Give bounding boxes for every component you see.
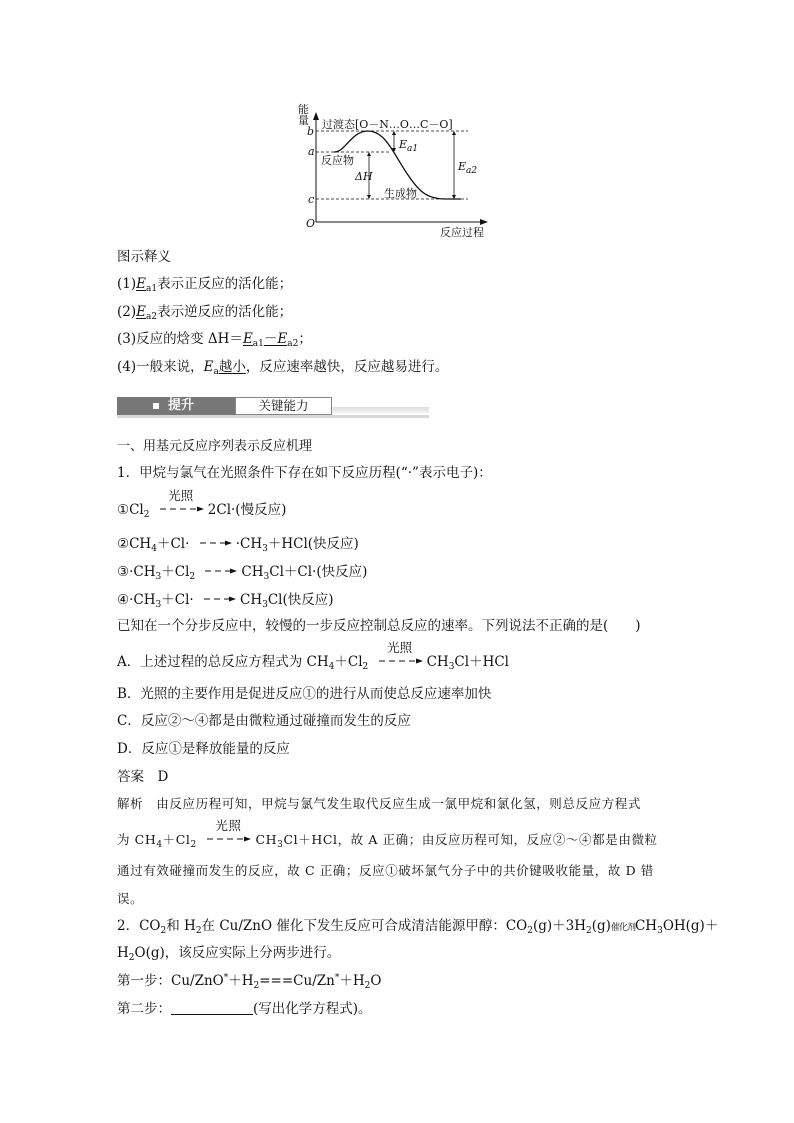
section-title: 一、用基元反应序列表示反应机理 — [117, 439, 313, 454]
answer-blank[interactable] — [171, 1001, 253, 1015]
q1-analysis-line-4: 误。 — [117, 891, 144, 906]
x-axis-label: 反应过程 — [440, 226, 484, 239]
q2-step-2: 第二步： (写出化学方程式)。 — [117, 1001, 372, 1017]
explanation-item-3: (3)反应的焓变 $\Delta H=E_{a1}-E_{a2}$； — [117, 331, 312, 349]
q1-option-b: B．光照的主要作用是促进反应①的进行从而使总反应速率加快 — [117, 686, 492, 702]
ea2-label: $E_{a2}$ — [458, 160, 478, 176]
q1-answer: 答案 D — [117, 769, 169, 785]
q1-option-a: A．上述过程的总反应方程式为 $CH_4+Cl_2$ 光照 $CH_3Cl+HCl$ — [117, 640, 509, 672]
q1-analysis-line-3: 通过有效碰撞而发生的反应，故 C 正确；反应①破坏氯气分子中的共价键吸收能量，故 D 错 — [117, 863, 654, 878]
explanation-item-2: $(2)E_{a2}$表示逆反应的活化能； — [117, 304, 293, 322]
q1-analysis-line-1: 解析 由反应历程可知，甲烷与氯气发生取代反应生成一氯甲烷和氯化氢，则总反应方程式 — [117, 796, 642, 811]
light-arrow: 光照 — [158, 500, 204, 516]
q1-known: 已知在一个分步反应中，较慢的一步反应控制总反应的速率。下列说法不正确的是( ) — [117, 618, 641, 634]
reactants-label: 反应物 — [321, 154, 354, 167]
level-a-label: a — [308, 145, 315, 158]
q2-line-1: 2．$CO_2$和 $H_2$在 Cu/ZnO 催化下发生反应可合成清洁能源甲醇：$CO_2(g)+3H_2(g)$催化剂$CH_3OH(g)+$ — [117, 918, 719, 936]
light-arrow: 光照 — [377, 652, 423, 668]
delta-h-label: ΔH — [355, 170, 373, 183]
light-arrow: 光照 — [205, 830, 251, 846]
q1-reaction-3: $③\cdot CH_3+Cl_2$ $CH_3Cl+Cl\cdot$(快反应) — [117, 564, 368, 582]
products-label: 生成物 — [384, 187, 417, 200]
level-b-label: b — [307, 125, 315, 138]
q1-option-d: D．反应①是释放能量的反应 — [117, 741, 290, 757]
q1-reaction-2: $②CH_4+Cl\cdot$ $\cdot CH_3+HCl$(快反应) — [117, 536, 359, 554]
explanation-item-1: $(1)E_{a1}$表示正反应的活化能； — [117, 276, 293, 294]
q2-line-2: $H_2O(g)$，该反应实际上分两步进行。 — [117, 945, 341, 963]
origin-label: O — [306, 217, 316, 230]
q1-analysis-line-2: 为 $CH_4+Cl_2$ 光照 $CH_3Cl+HCl$，故 A 正确；由反应历程可知，反应②～④都是由微粒 — [117, 818, 658, 850]
level-c-label: c — [308, 193, 315, 206]
banner-light-tab: 关键能力 — [235, 397, 332, 415]
transition-state-label: 过渡态[O－N…O…C－O] — [322, 118, 453, 131]
q1-reaction-4: $④\cdot CH_3+Cl\cdot$ $CH_3Cl$(快反应) — [117, 592, 334, 610]
explanation-item-4: (4)一般来说，$E_a$越小，反应速率越快，反应越易进行。 — [117, 359, 449, 377]
q1-reaction-1: $①Cl_2$ 光照 2Cl·(慢反应) — [117, 488, 287, 520]
explanation-heading: 图示释义 — [117, 249, 171, 265]
q1-stem: 1．甲烷与氯气在光照条件下存在如下反应历程(“·”表示电子)： — [117, 465, 492, 481]
ea1-label: $E_{a1}$ — [399, 138, 419, 154]
section-banner — [117, 394, 429, 418]
square-bullet-icon — [153, 403, 159, 409]
y-axis-label: 能量 — [298, 103, 309, 127]
banner-dark-tab: 提升 — [117, 397, 235, 415]
q2-step-1: 第一步：$Cu/ZnO^*+H_2===Cu/Zn^*+H_2O$ — [117, 973, 382, 991]
q1-option-c: C．反应②～④都是由微粒通过碰撞而发生的反应 — [117, 713, 411, 729]
